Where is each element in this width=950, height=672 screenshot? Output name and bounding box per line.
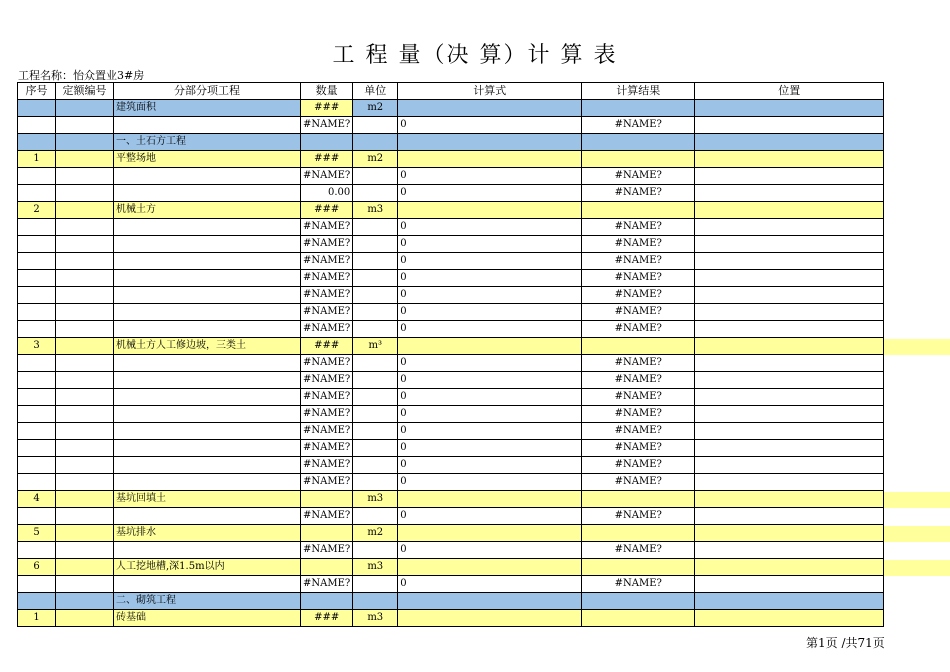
col-result-cell: #NAME?: [582, 474, 695, 491]
table-row: [18, 117, 884, 134]
col-quantity-cell: ###: [301, 338, 353, 355]
row-highlight-overflow: [884, 560, 950, 576]
table-row: [18, 457, 884, 474]
col-index-cell: [18, 185, 56, 202]
table-row: [18, 151, 884, 168]
col-item-cell: [114, 542, 301, 559]
col-location-header: 位置: [695, 83, 884, 100]
col-quantity-cell: [301, 559, 353, 576]
col-quantity-cell: #NAME?: [301, 576, 353, 593]
col-formula-cell: 0: [398, 372, 582, 389]
col-quota-code-cell: [56, 389, 114, 406]
col-result-cell: #NAME?: [582, 219, 695, 236]
table-row: [18, 219, 884, 236]
table-row: [18, 202, 884, 219]
table-row: [18, 474, 884, 491]
col-formula-cell: 0: [398, 168, 582, 185]
col-location-cell: [695, 423, 884, 440]
col-location-cell: [695, 525, 884, 542]
col-result-cell: #NAME?: [582, 440, 695, 457]
col-unit-cell: m2: [353, 100, 398, 117]
col-result-cell: #NAME?: [582, 270, 695, 287]
col-quantity-cell: #NAME?: [301, 287, 353, 304]
col-location-cell: [695, 270, 884, 287]
col-unit-cell: [353, 423, 398, 440]
col-formula-cell: 0: [398, 185, 582, 202]
col-formula-cell: 0: [398, 440, 582, 457]
col-quantity-cell: #NAME?: [301, 474, 353, 491]
col-formula-cell: 0: [398, 236, 582, 253]
col-unit-cell: [353, 321, 398, 338]
col-result-cell: #NAME?: [582, 542, 695, 559]
col-location-cell: [695, 457, 884, 474]
col-result-cell: #NAME?: [582, 117, 695, 134]
col-item-cell: [114, 355, 301, 372]
col-location-cell: [695, 236, 884, 253]
col-item-cell: [114, 321, 301, 338]
col-unit-cell: [353, 372, 398, 389]
col-unit-cell: [353, 406, 398, 423]
col-location-cell: [695, 219, 884, 236]
col-unit-cell: [353, 236, 398, 253]
col-unit-cell: [353, 576, 398, 593]
col-location-cell: [695, 389, 884, 406]
col-item-cell: [114, 457, 301, 474]
col-quantity-cell: [301, 593, 353, 610]
col-quota-code-cell: [56, 270, 114, 287]
col-unit-cell: [353, 168, 398, 185]
col-quantity-cell: [301, 134, 353, 151]
col-index-cell: [18, 253, 56, 270]
col-quantity-cell: [301, 491, 353, 508]
col-quantity-cell: ###: [301, 151, 353, 168]
col-location-cell: [695, 508, 884, 525]
col-formula-cell: [398, 559, 582, 576]
col-index-cell: 3: [18, 338, 56, 355]
col-item-header: 分部分项工程: [114, 83, 301, 100]
table-row: [18, 542, 884, 559]
col-result-cell: #NAME?: [582, 168, 695, 185]
col-item-cell: [114, 423, 301, 440]
col-index-cell: [18, 372, 56, 389]
col-unit-cell: [353, 593, 398, 610]
table-row: [18, 338, 884, 355]
col-location-cell: [695, 202, 884, 219]
col-item-cell: [114, 389, 301, 406]
col-formula-cell: [398, 593, 582, 610]
col-location-cell: [695, 304, 884, 321]
col-result-cell: [582, 134, 695, 151]
col-formula-cell: 0: [398, 576, 582, 593]
col-result-cell: #NAME?: [582, 304, 695, 321]
col-result-cell: [582, 593, 695, 610]
col-quantity-cell: #NAME?: [301, 321, 353, 338]
project-name: 工程名称：怡众置业3#房: [18, 69, 145, 82]
col-result-cell: [582, 491, 695, 508]
col-item-cell: [114, 372, 301, 389]
col-location-cell: [695, 338, 884, 355]
col-unit-cell: [353, 474, 398, 491]
table-row: [18, 355, 884, 372]
col-quantity-cell: #NAME?: [301, 117, 353, 134]
col-quantity-cell: #NAME?: [301, 389, 353, 406]
col-result-cell: #NAME?: [582, 321, 695, 338]
col-unit-cell: [353, 185, 398, 202]
col-item-cell: 基坑排水: [114, 525, 301, 542]
col-formula-cell: 0: [398, 542, 582, 559]
col-index-cell: [18, 542, 56, 559]
col-index-cell: [18, 134, 56, 151]
col-index-cell: [18, 304, 56, 321]
col-quota-code-cell: [56, 372, 114, 389]
col-result-cell: #NAME?: [582, 508, 695, 525]
col-unit-cell: [353, 440, 398, 457]
col-formula-cell: [398, 525, 582, 542]
col-result-cell: [582, 338, 695, 355]
col-quota-code-cell: [56, 117, 114, 134]
table-row: [18, 168, 884, 185]
col-location-cell: [695, 372, 884, 389]
table-row: [18, 236, 884, 253]
col-item-cell: [114, 253, 301, 270]
col-index-cell: [18, 508, 56, 525]
col-index-cell: [18, 389, 56, 406]
col-unit-cell: m3: [353, 202, 398, 219]
col-quantity-cell: ###: [301, 202, 353, 219]
table-row: [18, 593, 884, 610]
col-result-cell: #NAME?: [582, 576, 695, 593]
col-index-cell: 4: [18, 491, 56, 508]
col-index-cell: [18, 474, 56, 491]
col-quantity-cell: #NAME?: [301, 304, 353, 321]
col-formula-cell: 0: [398, 270, 582, 287]
row-highlight-overflow: [884, 339, 950, 355]
col-result-cell: [582, 202, 695, 219]
table-row: [18, 270, 884, 287]
col-quantity-cell: ###: [301, 610, 353, 627]
col-location-cell: [695, 542, 884, 559]
table-row: [18, 559, 884, 576]
col-formula-cell: 0: [398, 355, 582, 372]
col-unit-cell: [353, 389, 398, 406]
col-item-cell: 砖基础: [114, 610, 301, 627]
col-location-cell: [695, 406, 884, 423]
col-item-cell: [114, 219, 301, 236]
col-quota-code-cell: [56, 185, 114, 202]
col-index-cell: [18, 355, 56, 372]
col-quantity-cell: ###: [301, 100, 353, 117]
col-unit-cell: [353, 287, 398, 304]
col-index-header: 序号: [18, 83, 56, 100]
col-quantity-cell: #NAME?: [301, 355, 353, 372]
col-quota-code-cell: [56, 168, 114, 185]
col-quota-code-cell: [56, 134, 114, 151]
col-unit-cell: m2: [353, 525, 398, 542]
col-quota-code-cell: [56, 508, 114, 525]
col-item-cell: [114, 440, 301, 457]
col-result-cell: #NAME?: [582, 389, 695, 406]
col-formula-cell: [398, 151, 582, 168]
col-item-cell: 人工挖地槽,深1.5m以内: [114, 559, 301, 576]
col-quota-code-cell: [56, 474, 114, 491]
table-row: [18, 304, 884, 321]
col-formula-cell: [398, 100, 582, 117]
col-unit-cell: [353, 253, 398, 270]
col-quantity-cell: #NAME?: [301, 372, 353, 389]
col-result-cell: [582, 100, 695, 117]
col-index-cell: [18, 321, 56, 338]
col-unit-cell: [353, 219, 398, 236]
col-unit-cell: [353, 457, 398, 474]
col-unit-cell: [353, 270, 398, 287]
col-formula-cell: 0: [398, 287, 582, 304]
col-quantity-cell: #NAME?: [301, 253, 353, 270]
col-index-cell: 1: [18, 151, 56, 168]
col-result-header: 计算结果: [582, 83, 695, 100]
col-formula-cell: [398, 134, 582, 151]
col-quota-code-cell: [56, 610, 114, 627]
col-quota-code-cell: [56, 457, 114, 474]
table-row: [18, 406, 884, 423]
col-unit-cell: m2: [353, 151, 398, 168]
col-index-cell: [18, 117, 56, 134]
col-result-cell: #NAME?: [582, 236, 695, 253]
col-quota-code-cell: [56, 576, 114, 593]
col-unit-cell: [353, 508, 398, 525]
col-unit-cell: m3: [353, 559, 398, 576]
col-index-cell: [18, 576, 56, 593]
col-result-cell: #NAME?: [582, 355, 695, 372]
table-row: [18, 508, 884, 525]
col-index-cell: [18, 440, 56, 457]
col-item-cell: [114, 508, 301, 525]
col-index-cell: [18, 100, 56, 117]
col-location-cell: [695, 576, 884, 593]
col-item-cell: [114, 406, 301, 423]
col-location-cell: [695, 168, 884, 185]
col-index-cell: [18, 423, 56, 440]
col-formula-cell: 0: [398, 406, 582, 423]
table-row: [18, 287, 884, 304]
col-result-cell: #NAME?: [582, 253, 695, 270]
table-row: [18, 100, 884, 117]
table-row: [18, 321, 884, 338]
col-quantity-cell: #NAME?: [301, 542, 353, 559]
col-index-cell: [18, 457, 56, 474]
col-quota-code-header: 定额编号: [56, 83, 114, 100]
col-quota-code-cell: [56, 100, 114, 117]
col-item-cell: 基坑回填土: [114, 491, 301, 508]
col-location-cell: [695, 134, 884, 151]
col-result-cell: #NAME?: [582, 185, 695, 202]
col-quota-code-cell: [56, 355, 114, 372]
col-item-cell: [114, 117, 301, 134]
col-item-cell: 一、土石方工程: [114, 134, 301, 151]
col-formula-cell: 0: [398, 253, 582, 270]
col-quota-code-cell: [56, 253, 114, 270]
table-row: [18, 372, 884, 389]
col-item-cell: 机械土方: [114, 202, 301, 219]
col-unit-cell: [353, 542, 398, 559]
table-row: [18, 423, 884, 440]
col-quantity-cell: #NAME?: [301, 168, 353, 185]
col-quota-code-cell: [56, 338, 114, 355]
table-row: [18, 134, 884, 151]
col-quota-code-cell: [56, 542, 114, 559]
col-item-cell: [114, 270, 301, 287]
col-location-cell: [695, 440, 884, 457]
col-result-cell: [582, 151, 695, 168]
col-formula-cell: [398, 610, 582, 627]
header-row: [18, 83, 884, 100]
col-item-cell: [114, 236, 301, 253]
row-highlight-overflow: [884, 492, 950, 508]
col-location-cell: [695, 355, 884, 372]
col-index-cell: [18, 406, 56, 423]
row-highlight-overflow: [884, 526, 950, 542]
col-quantity-cell: #NAME?: [301, 423, 353, 440]
col-location-cell: [695, 253, 884, 270]
col-formula-cell: [398, 202, 582, 219]
col-unit-cell: [353, 304, 398, 321]
table-row: [18, 491, 884, 508]
col-index-cell: [18, 270, 56, 287]
col-index-cell: 5: [18, 525, 56, 542]
col-location-cell: [695, 610, 884, 627]
col-index-cell: 2: [18, 202, 56, 219]
col-unit-header: 单位: [353, 83, 398, 100]
col-item-cell: [114, 168, 301, 185]
col-formula-cell: 0: [398, 117, 582, 134]
col-formula-cell: 0: [398, 219, 582, 236]
col-quota-code-cell: [56, 219, 114, 236]
table-row: [18, 576, 884, 593]
col-unit-cell: [353, 117, 398, 134]
col-quantity-header: 数量: [301, 83, 353, 100]
col-unit-cell: m3: [353, 610, 398, 627]
col-quota-code-cell: [56, 236, 114, 253]
quantity-table: [17, 82, 884, 627]
col-quota-code-cell: [56, 491, 114, 508]
col-quantity-cell: 0.00: [301, 185, 353, 202]
page-indicator: 第1页 /共71页: [806, 636, 885, 650]
col-quota-code-cell: [56, 406, 114, 423]
col-result-cell: #NAME?: [582, 457, 695, 474]
table-row: [18, 610, 884, 627]
col-formula-cell: 0: [398, 304, 582, 321]
col-quantity-cell: #NAME?: [301, 236, 353, 253]
col-location-cell: [695, 151, 884, 168]
col-formula-cell: 0: [398, 474, 582, 491]
col-location-cell: [695, 474, 884, 491]
col-quota-code-cell: [56, 202, 114, 219]
col-formula-cell: [398, 338, 582, 355]
col-quantity-cell: #NAME?: [301, 508, 353, 525]
col-item-cell: [114, 576, 301, 593]
col-result-cell: #NAME?: [582, 287, 695, 304]
col-result-cell: [582, 610, 695, 627]
col-location-cell: [695, 559, 884, 576]
col-item-cell: 二、砌筑工程: [114, 593, 301, 610]
col-unit-cell: m3: [353, 491, 398, 508]
col-formula-cell: 0: [398, 457, 582, 474]
col-quota-code-cell: [56, 321, 114, 338]
col-unit-cell: [353, 134, 398, 151]
col-formula-cell: 0: [398, 321, 582, 338]
col-item-cell: 平整场地: [114, 151, 301, 168]
col-index-cell: 1: [18, 610, 56, 627]
col-result-cell: #NAME?: [582, 423, 695, 440]
col-quantity-cell: #NAME?: [301, 406, 353, 423]
col-index-cell: 6: [18, 559, 56, 576]
col-result-cell: #NAME?: [582, 372, 695, 389]
col-quota-code-cell: [56, 287, 114, 304]
col-index-cell: [18, 287, 56, 304]
col-formula-header: 计算式: [398, 83, 582, 100]
col-quantity-cell: [301, 525, 353, 542]
sheet-title: 工 程 量（决 算）计 算 表: [332, 43, 618, 68]
col-index-cell: [18, 219, 56, 236]
table-row: [18, 185, 884, 202]
col-result-cell: [582, 559, 695, 576]
col-unit-cell: [353, 355, 398, 372]
col-formula-cell: 0: [398, 423, 582, 440]
col-quota-code-cell: [56, 525, 114, 542]
col-location-cell: [695, 593, 884, 610]
col-index-cell: [18, 168, 56, 185]
col-quota-code-cell: [56, 151, 114, 168]
col-location-cell: [695, 117, 884, 134]
col-item-cell: [114, 474, 301, 491]
col-index-cell: [18, 236, 56, 253]
col-item-cell: [114, 287, 301, 304]
col-result-cell: #NAME?: [582, 406, 695, 423]
col-quantity-cell: #NAME?: [301, 440, 353, 457]
col-quantity-cell: #NAME?: [301, 270, 353, 287]
col-quantity-cell: #NAME?: [301, 219, 353, 236]
col-location-cell: [695, 491, 884, 508]
col-formula-cell: 0: [398, 389, 582, 406]
col-quota-code-cell: [56, 559, 114, 576]
table-row: [18, 253, 884, 270]
col-quota-code-cell: [56, 304, 114, 321]
col-formula-cell: 0: [398, 508, 582, 525]
col-unit-cell: m³: [353, 338, 398, 355]
table-row: [18, 525, 884, 542]
col-quota-code-cell: [56, 423, 114, 440]
col-item-cell: [114, 185, 301, 202]
col-location-cell: [695, 185, 884, 202]
table-row: [18, 440, 884, 457]
col-item-cell: [114, 304, 301, 321]
col-index-cell: [18, 593, 56, 610]
col-location-cell: [695, 287, 884, 304]
col-result-cell: [582, 525, 695, 542]
col-item-cell: 机械土方人工修边坡，三类土: [114, 338, 301, 355]
table-row: [18, 389, 884, 406]
col-quota-code-cell: [56, 440, 114, 457]
col-location-cell: [695, 100, 884, 117]
col-quota-code-cell: [56, 593, 114, 610]
col-quantity-cell: #NAME?: [301, 457, 353, 474]
col-location-cell: [695, 321, 884, 338]
col-item-cell: 建筑面积: [114, 100, 301, 117]
col-formula-cell: [398, 491, 582, 508]
